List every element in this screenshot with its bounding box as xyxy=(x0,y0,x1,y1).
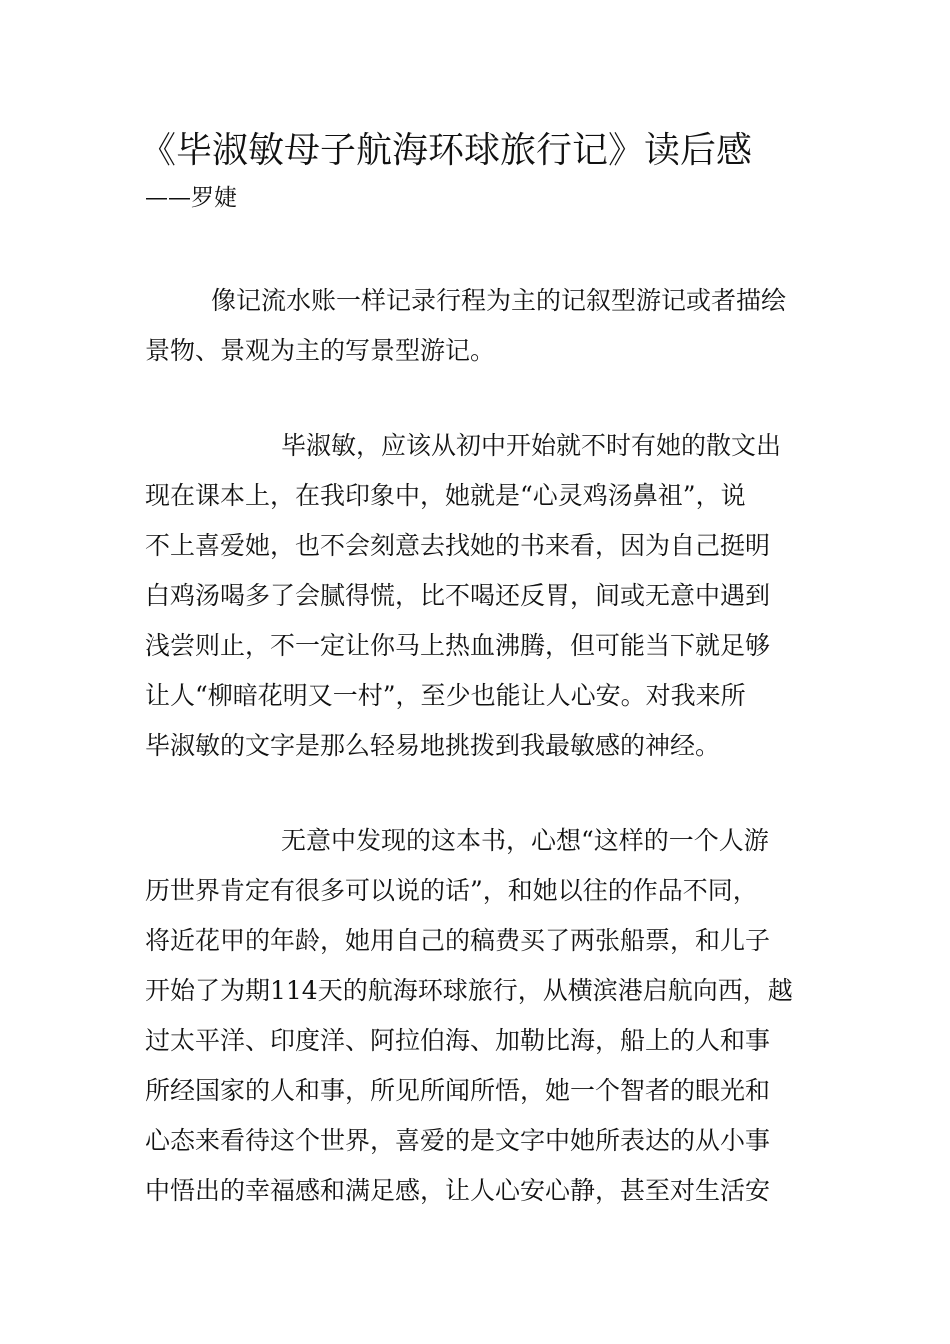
paragraph-line: 历世界肯定有很多可以说的话”，和她以往的作品不同， xyxy=(145,876,758,905)
paragraph-line: 所经国家的人和事，所见所闻所悟，她一个智者的眼光和 xyxy=(145,1076,771,1105)
paragraph-line: 不上喜爱她，也不会刻意去找她的书来看，因为自己挺明 xyxy=(145,531,771,560)
paragraph-1 xyxy=(145,276,810,376)
paragraph-line: 让人“柳暗花明又一村”，至少也能让人心安。对我来所 xyxy=(145,681,746,710)
paragraph-line: 毕淑敏，应该从初中开始就不时有她的散文出 xyxy=(281,431,782,460)
paragraph-line: 将近花甲的年龄，她用自己的稿费买了两张船票，和儿子 xyxy=(145,926,771,955)
paragraph-line: 景物、景观为主的写景型游记。 xyxy=(145,336,496,365)
paragraph-line: 心态来看待这个世界，喜爱的是文字中她所表达的从小事 xyxy=(145,1126,771,1155)
paragraph-line: 过太平洋、印度洋、阿拉伯海、加勒比海，船上的人和事 xyxy=(145,1026,771,1055)
paragraph-line: 毕淑敏的文字是那么轻易地挑拨到我最敏感的神经。 xyxy=(145,731,721,760)
paragraph-2 xyxy=(145,421,810,771)
paragraph-line: 浅尝则止，不一定让你马上热血沸腾，但可能当下就足够 xyxy=(145,631,771,660)
paragraph-line: 现在课本上，在我印象中，她就是“心灵鸡汤鼻祖”，说 xyxy=(145,481,746,510)
paragraph-line: 中悟出的幸福感和满足感，让人心安心静，甚至对生活安 xyxy=(145,1176,771,1205)
document-author: ——罗婕 xyxy=(145,185,237,211)
paragraph-line: 白鸡汤喝多了会腻得慌，比不喝还反胃，间或无意中遇到 xyxy=(145,581,771,610)
document-title: 《毕淑敏母子航海环球旅行记》读后感 xyxy=(140,130,753,171)
paragraph-line: 像记流水账一样记录行程为主的记叙型游记或者描绘 xyxy=(211,286,787,315)
paragraph-3 xyxy=(145,816,810,1216)
paragraph-line: 无意中发现的这本书，心想“这样的一个人游 xyxy=(281,826,769,855)
paragraph-line: 开始了为期114天的航海环球旅行，从横滨港启航向西，越 xyxy=(145,976,793,1005)
